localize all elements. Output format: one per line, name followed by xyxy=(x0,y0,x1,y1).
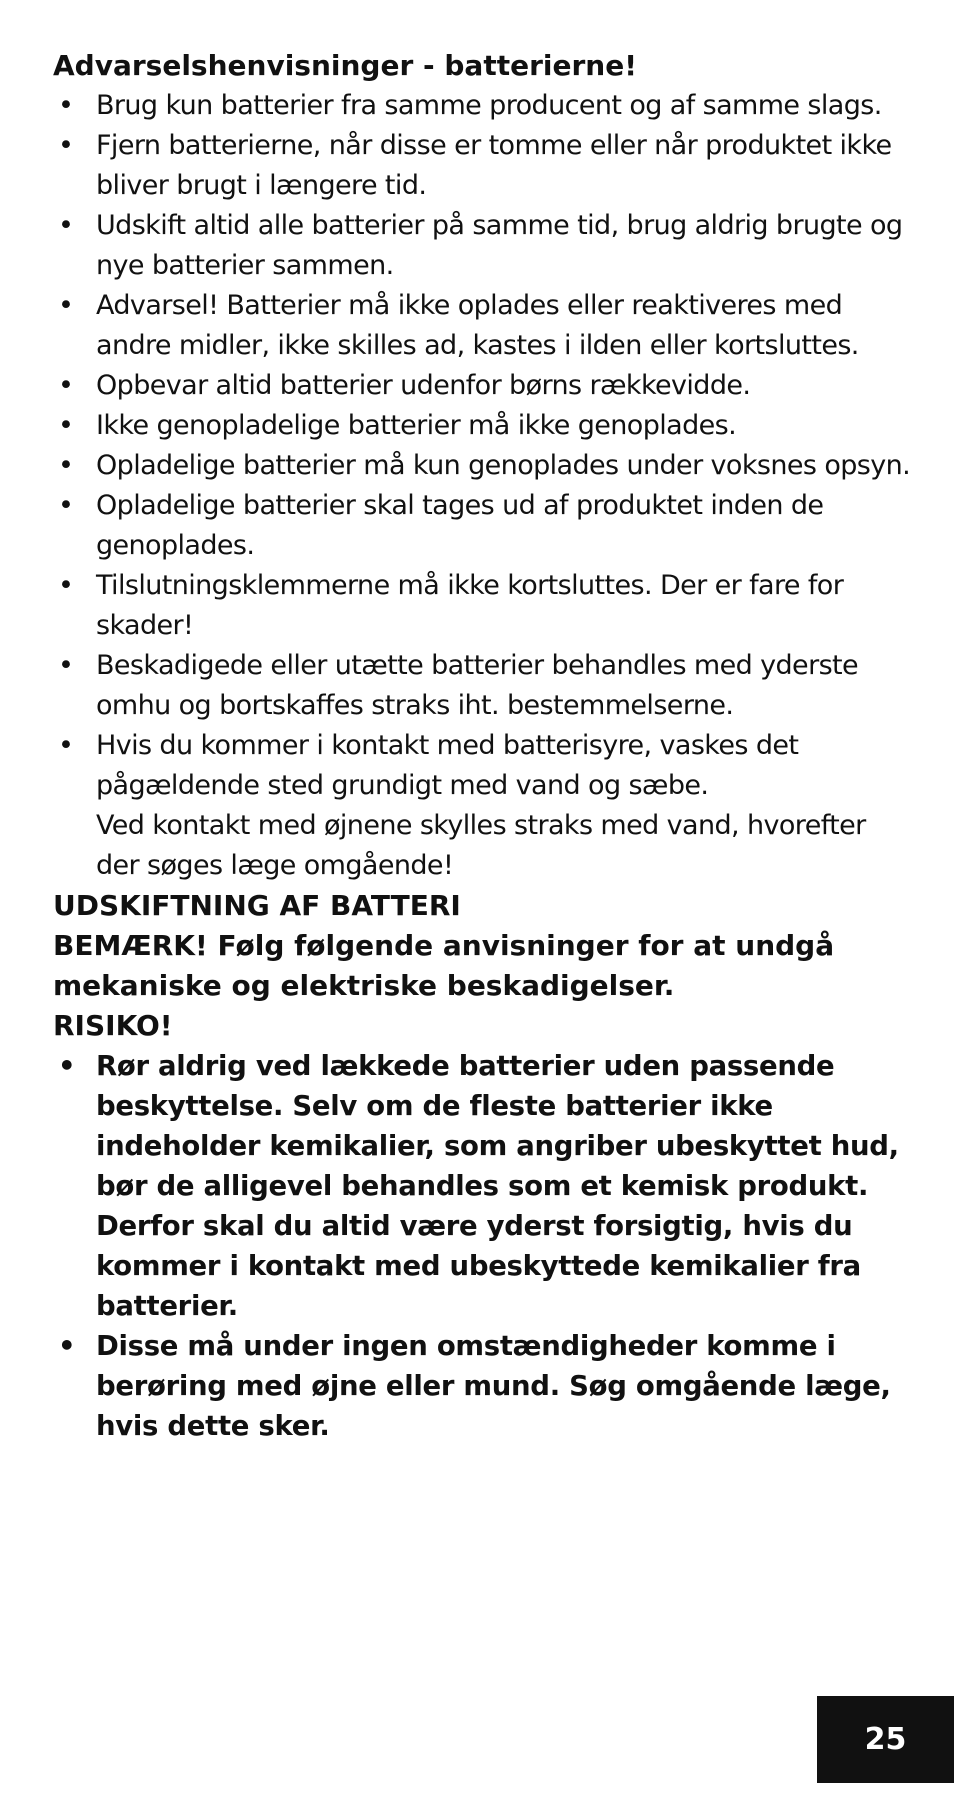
manual-page xyxy=(53,46,913,1446)
bullet-icon: • xyxy=(58,650,74,681)
bullet-icon: • xyxy=(58,210,74,241)
bullet-icon: • xyxy=(58,1050,76,1082)
list-item: • Hvis du kommer i kontakt med batterisyre, vaskes det pågældende sted grundigt med vand og sæbe. Ved kontakt med øjnene skylles straks med vand, hvorefter der søges læge omgående! xyxy=(53,726,913,886)
bullet-icon: • xyxy=(58,1330,76,1362)
list-item: • Advarsel! Batterier må ikke oplades eller reaktiveres med andre midler, ikke skilles ad, kastes i ilden eller kortsluttes. xyxy=(53,286,913,366)
bullet-icon: • xyxy=(58,290,74,321)
list-item: • Disse må under ingen omstændigheder komme i berøring med øjne eller mund. Søg omgående læge, hvis dette sker. xyxy=(53,1326,913,1446)
battery-warnings-list xyxy=(53,86,913,886)
list-item: • Brug kun batterier fra samme producent og af samme slags. xyxy=(53,86,913,126)
battery-warnings-heading: Advarselshenvisninger - batterierne! xyxy=(53,49,637,82)
bullet-icon: • xyxy=(58,450,74,481)
risk-label: RISIKO! xyxy=(53,1009,173,1042)
list-item: • Tilslutningsklemmerne må ikke kortsluttes. Der er fare for skader! xyxy=(53,566,913,646)
bullet-icon: • xyxy=(58,730,74,761)
bullet-icon: • xyxy=(58,410,74,441)
battery-replacement-heading: UDSKIFTNING AF BATTERI xyxy=(53,889,461,922)
page-number-box xyxy=(817,1696,954,1783)
notice-text: BEMÆRK! Følg følgende anvisninger for at undgå mekaniske og elektriske beskadigelser. xyxy=(53,929,835,1002)
bullet-icon: • xyxy=(58,570,74,601)
list-item: • Rør aldrig ved lækkede batterier uden passende beskyttelse. Selv om de fleste batterier ikke indeholder kemikalier, som angriber ubeskyttet hud, bør de alligevel behandles som et kemisk produkt. Derfor skal du altid være yderst forsigtig, hvis du kommer i kontakt med ubeskyttede kemikalier fra batterier. xyxy=(53,1046,913,1326)
bullet-icon: • xyxy=(58,490,74,521)
list-item: • Fjern batterierne, når disse er tomme eller når produktet ikke bliver brugt i længere tid. xyxy=(53,126,913,206)
eye-contact-instruction: Ved kontakt med øjnene skylles straks med vand, hvorefter der søges læge omgående! xyxy=(96,810,866,881)
list-item: • Udskift altid alle batterier på samme tid, brug aldrig brugte og nye batterier sammen. xyxy=(53,206,913,286)
bullet-icon: • xyxy=(58,370,74,401)
bullet-icon: • xyxy=(58,90,74,121)
list-item: • Opbevar altid batterier udenfor børns rækkevidde. xyxy=(53,366,913,406)
list-item: • Ikke genopladelige batterier må ikke genoplades. xyxy=(53,406,913,446)
list-item: • Opladelige batterier skal tages ud af produktet inden de genoplades. xyxy=(53,486,913,566)
risk-list xyxy=(53,1046,913,1446)
list-item: • Beskadigede eller utætte batterier behandles med yderste omhu og bortskaffes straks iht. bestemmelserne. xyxy=(53,646,913,726)
list-item: • Opladelige batterier må kun genoplades under voksnes opsyn. xyxy=(53,446,913,486)
page-number: 25 xyxy=(864,1722,907,1757)
bullet-icon: • xyxy=(58,130,74,161)
